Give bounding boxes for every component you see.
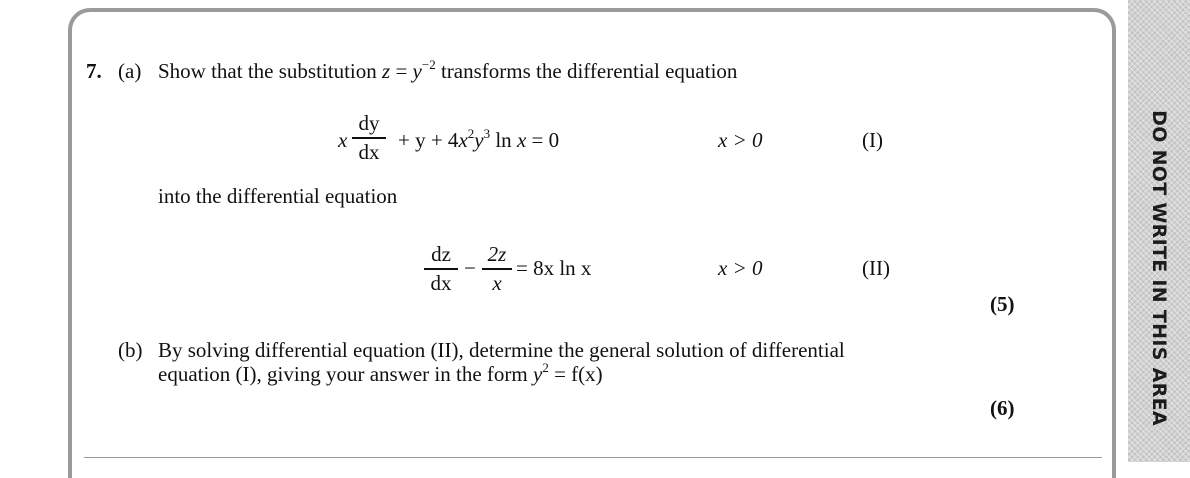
eq1-coefficient: x	[338, 128, 348, 152]
eq2-minus: −	[464, 256, 476, 280]
eq2-tag: (II)	[862, 256, 890, 280]
eq2-fraction: 2z x	[482, 244, 512, 294]
part-a-label: (a)	[118, 59, 142, 83]
part-b-label: (b)	[118, 338, 143, 362]
eq1-tag: (I)	[862, 128, 883, 152]
eq1-condition: x > 0	[718, 128, 763, 152]
part-b-line1: By solving differential equation (II), determine the general solution of differential	[158, 338, 845, 362]
eq2-derivative: dz dx	[424, 244, 458, 294]
answer-line	[84, 457, 1102, 458]
do-not-write-label: DO NOT WRITE IN THIS AREA	[1148, 110, 1170, 426]
eq2-rest: = 8x ln x	[516, 256, 592, 280]
part-a-intro: Show that the substitution $z = y^{-2}$ transforms the differential equation	[158, 57, 738, 83]
eq1-rest: + $y + 4x^2y^3$ ln x = 0	[398, 126, 560, 152]
part-a-marks: (5)	[990, 292, 1015, 316]
part-b-line2: equation (I), giving your answer in the form $y^2 = f(x)$	[158, 360, 603, 386]
eq2-condition: x > 0	[718, 256, 763, 280]
part-b-marks: (6)	[990, 396, 1015, 420]
question-number: 7.	[86, 59, 102, 83]
connector-text: into the differential equation	[158, 184, 398, 208]
eq1-derivative: dy dx	[352, 113, 386, 163]
